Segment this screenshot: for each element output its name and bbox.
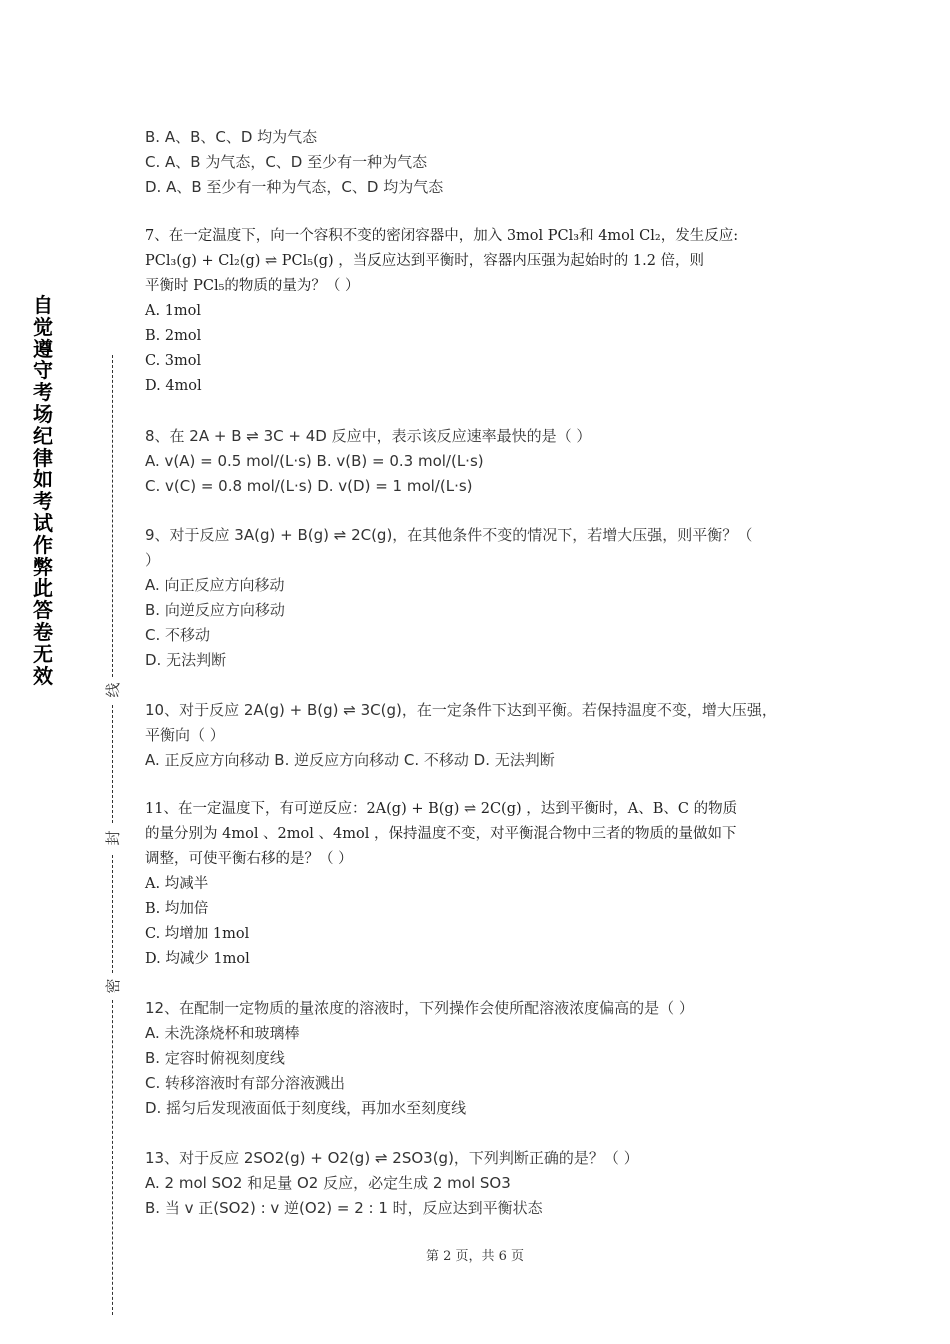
option-a: A. 向正反应方向移动	[145, 576, 285, 594]
question-text: 11、在一定温度下，有可逆反应：2A(g) + B(g) ⇌ 2C(g) ，达到平衡时，A、B、C 的物质	[145, 801, 738, 817]
option-c: C. 3mol	[145, 353, 202, 369]
binding-dashed-line	[112, 355, 113, 677]
options: A. 正反应方向移动 B. 逆反应方向移动 C. 不移动 D. 无法判断	[145, 751, 555, 769]
question-text: ）	[145, 551, 161, 569]
question-text: 平衡时 PCl₅的物质的量为？（ ）	[145, 278, 360, 294]
exam-discipline-notice: 自觉遵守考场纪律如考试作弊此答卷无效	[33, 293, 53, 688]
option-c: C. 转移溶液时有部分溶液溅出	[145, 1074, 346, 1092]
question-text: 7、在一定温度下，向一个容积不变的密闭容器中，加入 3mol PCl₃和 4mol Cl₂，发生反应:	[145, 228, 739, 244]
option-a: A. 均减半	[145, 876, 209, 892]
option-d: D. 摇匀后发现液面低于刻度线，再加水至刻度线	[145, 1099, 467, 1117]
binding-label-secret: 密	[104, 978, 122, 994]
question-text: 的量分别为 4mol 、2mol 、4mol ，保持温度不变，对平衡混合物中三者的物质的量做如下	[145, 826, 737, 842]
option-b: B. 当 v 正(SO2) : v 逆(O2) = 2 : 1 时，反应达到平衡状态	[145, 1199, 543, 1217]
option-b: B. A、B、C、D 均为气态	[145, 128, 318, 146]
question-text: 10、对于反应 2A(g) + B(g) ⇌ 3C(g)，在一定条件下达到平衡。若保持温度不变，增大压强，	[145, 701, 777, 719]
page-number: 第 2 页，共 6 页	[425, 1249, 525, 1264]
question-text: 13、对于反应 2SO2(g) + O2(g) ⇌ 2SO3(g)，下列判断正确的是？（ ）	[145, 1149, 639, 1167]
binding-dashed-line	[112, 705, 113, 823]
option-b: B. 均加倍	[145, 901, 209, 917]
option-b: B. 2mol	[145, 328, 202, 344]
option-a: A. 未洗涤烧杯和玻璃棒	[145, 1024, 300, 1042]
options-cd: C. v(C) = 0.8 mol/(L·s) D. v(D) = 1 mol/(L·s)	[145, 477, 473, 495]
binding-dashed-line	[112, 1000, 113, 1315]
option-b: B. 定容时俯视刻度线	[145, 1049, 285, 1067]
question-text: PCl₃(g) + Cl₂(g) ⇌ PCl₅(g) ，当反应达到平衡时，容器内压强为起始时的 1.2 倍，则	[145, 253, 705, 269]
option-d: D. 无法判断	[145, 651, 227, 669]
question-text: 9、对于反应 3A(g) + B(g) ⇌ 2C(g)，在其他条件不变的情况下，若增大压强，则平衡？（	[145, 526, 753, 544]
option-a: A. 1mol	[145, 303, 202, 319]
option-d: D. 均减少 1mol	[145, 951, 250, 967]
option-c: C. 均增加 1mol	[145, 926, 250, 942]
question-text: 调整，可使平衡右移的是？（ ）	[145, 851, 353, 867]
options-ab: A. v(A) = 0.5 mol/(L·s) B. v(B) = 0.3 mol/(L·s)	[145, 452, 484, 470]
option-d: D. A、B 至少有一种为气态，C、D 均为气态	[145, 178, 444, 196]
option-a: A. 2 mol SO2 和足量 O2 反应，必定生成 2 mol SO3	[145, 1174, 511, 1192]
binding-label-line: 线	[104, 682, 122, 698]
option-d: D. 4mol	[145, 378, 202, 394]
option-b: B. 向逆反应方向移动	[145, 601, 285, 619]
question-text: 12、在配制一定物质的量浓度的溶液时，下列操作会使所配溶液浓度偏高的是（ ）	[145, 999, 694, 1017]
option-c: C. A、B 为气态，C、D 至少有一种为气态	[145, 153, 428, 171]
binding-label-seal: 封	[104, 830, 122, 846]
option-c: C. 不移动	[145, 626, 211, 644]
question-text: 8、在 2A + B ⇌ 3C + 4D 反应中，表示该反应速率最快的是（ ）	[145, 427, 592, 445]
binding-dashed-line	[112, 855, 113, 973]
question-text: 平衡向（ ）	[145, 726, 225, 744]
